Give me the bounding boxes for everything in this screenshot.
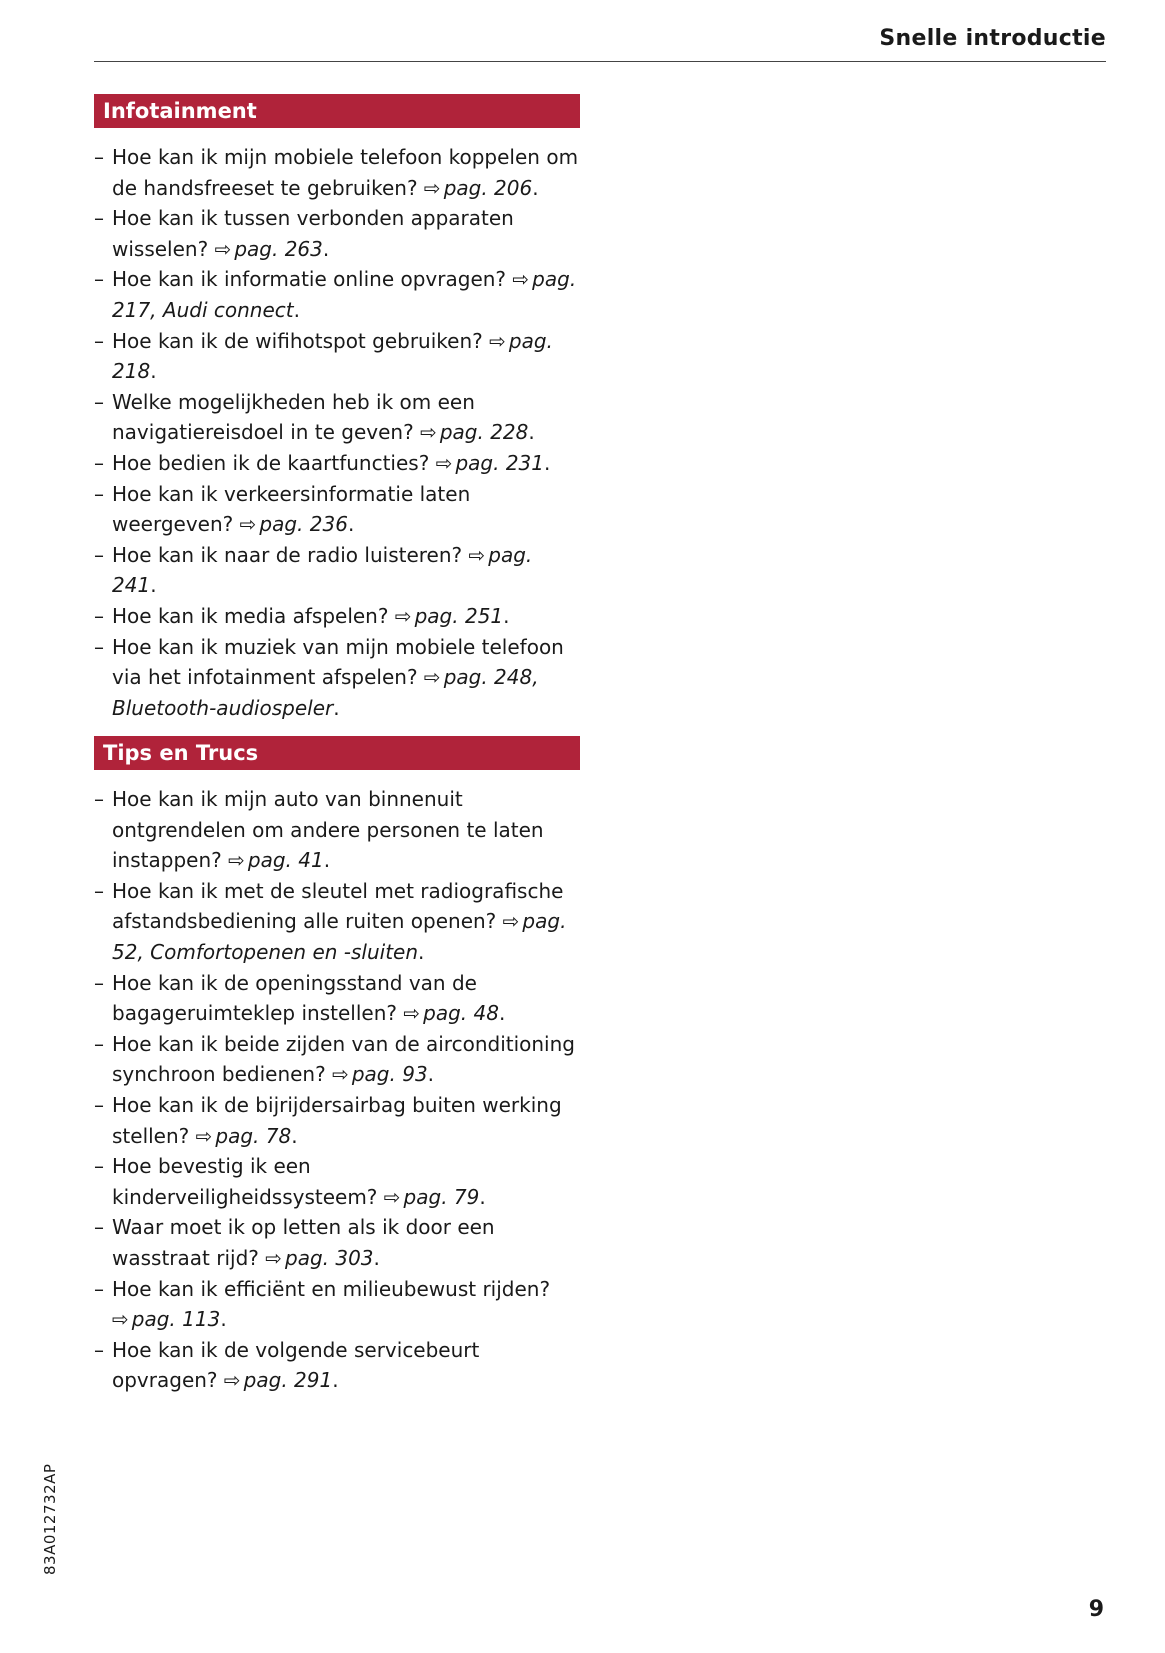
arrow-right-icon: ⇨	[265, 1245, 282, 1270]
list-item: – Hoe kan ik de bijrijdersairbag buiten werking stellen? ⇨ pag. 78.	[94, 1090, 580, 1151]
question-text: Hoe kan ik de volgende servicebeurt opvragen?	[112, 1337, 480, 1393]
section-tips-en-trucs	[94, 736, 580, 1396]
page-reference-link[interactable]: pag. 228	[439, 420, 529, 445]
question-text: Hoe kan ik met de sleutel met radiografische afstandsbediening alle ruiten openen?	[112, 878, 564, 934]
question-text: Hoe bedien ik de kaartfuncties?	[112, 450, 430, 475]
question-text: Hoe kan ik efficiënt en milieubewust rijden?	[112, 1276, 551, 1301]
page-reference-link[interactable]: pag. 113	[131, 1307, 221, 1332]
page-reference-link[interactable]: pag. 79	[403, 1184, 480, 1209]
question-text: Hoe kan ik mijn mobiele telefoon koppelen om de handsfreeset te gebruiken?	[112, 145, 579, 200]
page-reference-link[interactable]: pag. 303	[285, 1245, 374, 1270]
arrow-right-icon: ⇨	[468, 542, 486, 567]
arrow-right-icon: ⇨	[223, 1368, 241, 1393]
list-item: – Hoe kan ik beide zijden van de airconditioning synchroon bedienen? ⇨ pag. 93.	[94, 1029, 580, 1090]
list-item: – Hoe kan ik de volgende servicebeurt opvragen? ⇨ pag. 291.	[94, 1335, 580, 1396]
page-reference-link[interactable]: pag. 231	[455, 450, 544, 475]
page-reference-link[interactable]: pag. 263	[234, 236, 323, 261]
page-reference-link[interactable]: pag. 248, Bluetooth-audiospeler	[112, 665, 539, 720]
page-reference-link[interactable]: pag. 41	[247, 848, 324, 873]
arrow-right-icon: ⇨	[394, 603, 412, 628]
question-text: Hoe kan ik verkeersinformatie laten weergeven?	[112, 481, 471, 537]
page-reference-link[interactable]: pag. 78	[215, 1123, 292, 1148]
question-text: Hoe kan ik muziek van mijn mobiele telefoon via het infotainment afspelen?	[112, 634, 564, 690]
question-text: Hoe bevestig ik een kinderveiligheidssysteem?	[112, 1154, 378, 1209]
arrow-right-icon: ⇨	[214, 236, 232, 261]
arrow-right-icon: ⇨	[332, 1062, 349, 1087]
arrow-right-icon: ⇨	[423, 175, 441, 200]
page-reference-link[interactable]: pag. 52, Comfortopenen en -sluiten	[112, 909, 567, 964]
page-reference-link[interactable]: pag. 217, Audi connect	[112, 267, 577, 322]
arrow-right-icon: ⇨	[239, 512, 257, 537]
arrow-right-icon: ⇨	[502, 909, 520, 934]
page-reference-link[interactable]: pag. 251	[414, 603, 504, 628]
list-item: – Hoe kan ik informatie online opvragen? ⇨ pag. 217, Audi connect.	[94, 264, 580, 325]
page-reference-link[interactable]: pag. 236	[259, 512, 348, 537]
question-text: Hoe kan ik mijn auto van binnenuit ontgrendelen om andere personen te laten instappen?	[112, 787, 544, 873]
list-item: – Hoe kan ik verkeersinformatie laten weergeven? ⇨ pag. 236.	[94, 479, 580, 540]
page-reference-link[interactable]: pag. 241	[112, 542, 533, 598]
question-text: Hoe kan ik beide zijden van de airconditioning synchroon bedienen?	[112, 1031, 575, 1087]
list-item: – Hoe kan ik efficiënt en milieubewust rijden? ⇨ pag. 113.	[94, 1274, 580, 1335]
question-text: Hoe kan ik de bijrijdersairbag buiten werking stellen?	[112, 1092, 562, 1148]
arrow-right-icon: ⇨	[195, 1123, 213, 1148]
page-reference-link[interactable]: pag. 93	[351, 1062, 428, 1087]
question-text: Hoe kan ik media afspelen?	[112, 603, 389, 628]
list-item: – Hoe kan ik de wifihotspot gebruiken? ⇨ pag. 218.	[94, 326, 580, 387]
question-text: Hoe kan ik naar de radio luisteren?	[112, 542, 463, 567]
arrow-right-icon: ⇨	[383, 1184, 401, 1209]
arrow-right-icon: ⇨	[489, 328, 506, 353]
arrow-right-icon: ⇨	[420, 420, 437, 445]
page-reference-link[interactable]: pag. 206	[443, 175, 533, 200]
page-reference-link[interactable]: pag. 48	[423, 1001, 499, 1026]
list-item: – Hoe kan ik mijn auto van binnenuit ontgrendelen om andere personen te laten instappen? ⇨ pag. 41.	[94, 784, 580, 876]
section-heading: Tips en Trucs	[94, 736, 580, 770]
list-item: – Hoe kan ik naar de radio luisteren? ⇨ pag. 241.	[94, 540, 580, 601]
question-text: Welke mogelijkheden heb ik om een navigatiereisdoel in te geven?	[112, 389, 475, 445]
arrow-right-icon: ⇨	[512, 267, 530, 292]
arrow-right-icon: ⇨	[112, 1307, 129, 1332]
arrow-right-icon: ⇨	[403, 1001, 421, 1026]
question-text: Waar moet ik op letten als ik door een wasstraat rijd?	[112, 1215, 495, 1270]
question-text: Hoe kan ik de wifihotspot gebruiken?	[112, 328, 483, 353]
section-heading: Infotainment	[94, 94, 580, 128]
page-number: 9	[1088, 1597, 1104, 1622]
list-item: – Welke mogelijkheden heb ik om een navigatiereisdoel in te geven? ⇨ pag. 228.	[94, 387, 580, 448]
arrow-right-icon: ⇨	[423, 665, 441, 690]
question-text: Hoe kan ik tussen verbonden apparaten wisselen?	[112, 206, 514, 261]
list-item: – Hoe bedien ik de kaartfuncties? ⇨ pag. 231.	[94, 448, 580, 479]
question-text: Hoe kan ik de openingsstand van de bagageruimteklep instellen?	[112, 970, 477, 1026]
header-divider	[94, 61, 1106, 62]
arrow-right-icon: ⇨	[435, 450, 453, 475]
question-list	[94, 142, 580, 723]
page-reference-link[interactable]: pag. 291	[243, 1368, 333, 1393]
document-code: 83A012732AP	[41, 1463, 59, 1575]
list-item: – Hoe kan ik met de sleutel met radiografische afstandsbediening alle ruiten openen? ⇨ pag. 52, Comfortopenen en -sluiten.	[94, 876, 580, 968]
section-infotainment	[94, 94, 580, 723]
list-item: – Hoe kan ik tussen verbonden apparaten wisselen? ⇨ pag. 263.	[94, 203, 580, 264]
question-list	[94, 784, 580, 1396]
page-header-title: Snelle introductie	[879, 26, 1106, 51]
list-item: – Hoe kan ik mijn mobiele telefoon koppelen om de handsfreeset te gebruiken? ⇨ pag. 206.	[94, 142, 580, 203]
list-item: – Hoe kan ik media afspelen? ⇨ pag. 251.	[94, 601, 580, 632]
list-item: – Waar moet ik op letten als ik door een wasstraat rijd? ⇨ pag. 303.	[94, 1212, 580, 1273]
list-item: – Hoe kan ik de openingsstand van de bagageruimteklep instellen? ⇨ pag. 48.	[94, 968, 580, 1029]
list-item: – Hoe bevestig ik een kinderveiligheidssysteem? ⇨ pag. 79.	[94, 1151, 580, 1212]
list-item: – Hoe kan ik muziek van mijn mobiele telefoon via het infotainment afspelen? ⇨ pag. 248, Bluetooth-audiospeler.	[94, 632, 580, 724]
arrow-right-icon: ⇨	[228, 848, 245, 873]
page-reference-link[interactable]: pag. 218	[112, 328, 553, 384]
question-text: Hoe kan ik informatie online opvragen?	[112, 267, 507, 292]
